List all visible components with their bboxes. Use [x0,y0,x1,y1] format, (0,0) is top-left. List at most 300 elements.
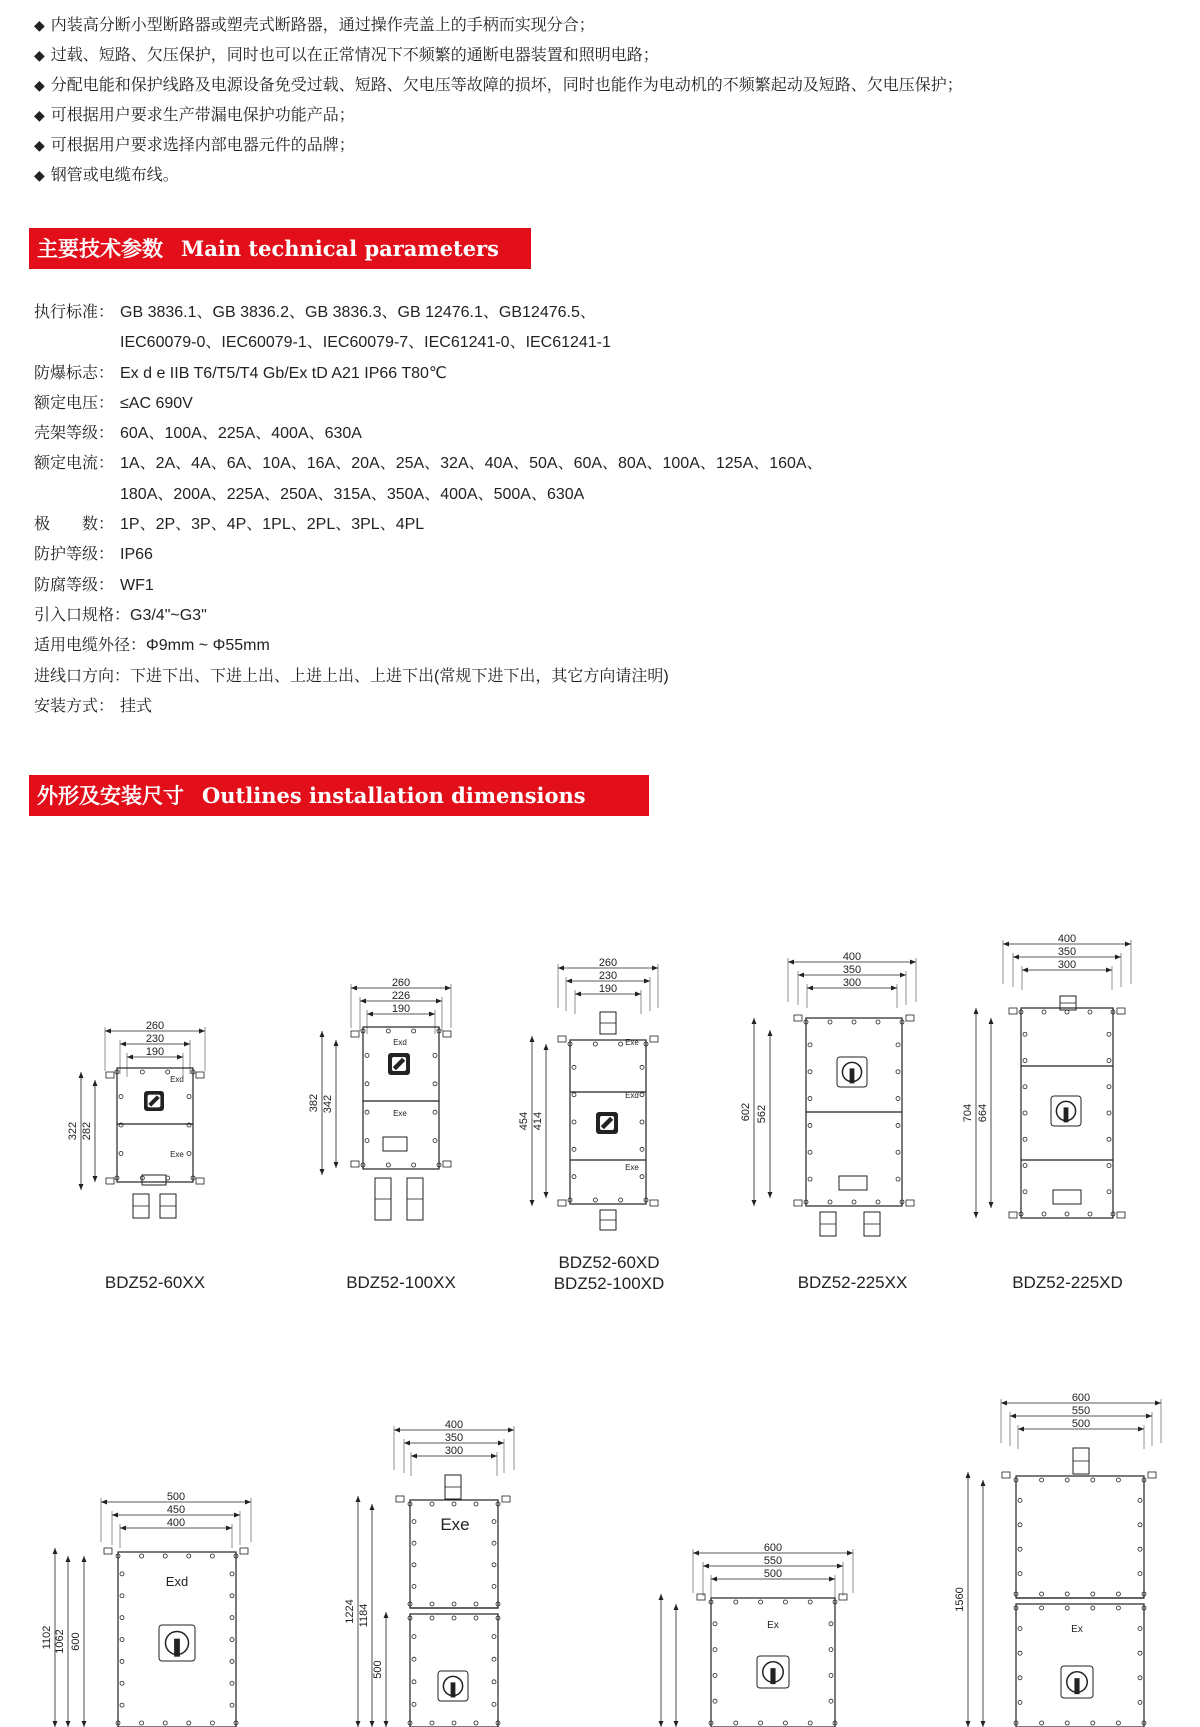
arrow-mark [530,1036,535,1042]
enclosure-label: Exd [393,1038,407,1047]
bolt-mark [828,1200,832,1204]
dimension-label: 300 [1057,959,1077,971]
handle-lever-icon [451,1682,456,1697]
arrow-mark [837,1564,843,1569]
bolt-mark [1018,1700,1022,1704]
bolt-mark [1023,1137,1027,1141]
bolt-mark [1018,1627,1022,1631]
feature-item: ◆ 过载、短路、欠压保护，同时也可以在正常情况下不频繁的通断电器装置和照明电路； [34,47,659,64]
caption-text: BDZ52-100XX [346,1273,456,1292]
diamond-bullet-icon: ◆ [34,17,45,33]
bolt-mark [120,1572,124,1576]
caption-text: BDZ52-225XD [1012,1273,1123,1292]
arrow-mark [498,1441,504,1446]
bolt-mark [593,1198,597,1202]
model-caption [775,1273,930,1293]
bolt-mark [1018,1676,1022,1680]
bolt-mark [1138,1700,1142,1704]
dimension-label: 562 [756,1104,768,1124]
param-label: 额定电压： [34,394,115,412]
dimension-label: 230 [145,1033,165,1045]
param-value: G3/4"~G3" [130,606,207,624]
bolt-mark [828,1020,832,1024]
enclosure-outline [196,1072,204,1078]
param-value: IP66 [120,546,153,564]
enclosure-outline [1148,1472,1156,1478]
handle-lever-icon [850,1068,855,1083]
bolt-mark [492,1563,496,1567]
bolt-mark [896,1123,900,1127]
arrow-mark [798,973,804,978]
arrow-mark [900,973,906,978]
bolt-mark [619,1042,623,1046]
bolt-mark [1040,1592,1044,1596]
arrow-mark [93,1176,98,1182]
bolt-mark [713,1622,717,1626]
bolt-mark [1138,1523,1142,1527]
bolt-mark [119,1095,123,1099]
bolt-mark [1138,1627,1142,1631]
bolt-mark [365,1110,369,1114]
bolt-mark [230,1616,234,1620]
bolt-mark [412,1635,416,1639]
bolt-mark [572,1175,576,1179]
bolt-mark [572,1120,576,1124]
bolt-mark [365,1082,369,1086]
bolt-mark [412,1657,416,1661]
dimension-label: 400 [166,1517,186,1529]
bolt-mark [783,1721,787,1725]
bolt-mark [829,1673,833,1677]
bolt-mark [1107,1137,1111,1141]
arrow-mark [82,1556,87,1562]
arrow-mark [53,1548,58,1554]
param-value: IEC60079-0、IEC60079-1、IEC60079-7、IEC61241-0、IEC61241-1 [120,334,611,352]
dimension-label: 190 [391,1003,411,1015]
bolt-mark [759,1721,763,1725]
bolt-mark [713,1673,717,1677]
dimension-label: 260 [145,1020,165,1032]
dimension-label: 600 [763,1542,783,1554]
arrow-mark [404,1441,410,1446]
bolt-mark [808,1043,812,1047]
param-row [34,540,823,570]
bolt-mark [452,1616,456,1620]
param-value: 1A、2A、4A、6A、10A、16A、20A、25A、32A、40A、50A、60A、80A、100A、125A、160A、 [120,455,823,473]
arrow-mark [558,966,564,971]
dimension-label: 602 [740,1102,752,1122]
param-row [34,389,823,419]
bolt-mark [492,1657,496,1661]
bolt-mark [1107,1164,1111,1168]
bolt-mark [1023,1085,1027,1089]
arrow-mark [370,1504,375,1510]
arrow-mark [351,986,357,991]
enclosure-outline [558,1200,566,1206]
bolt-mark [808,1097,812,1101]
arrow-mark [966,1721,971,1727]
bolt-mark [1018,1547,1022,1551]
arrow-mark [752,1200,757,1206]
handle-lever-icon [1074,1678,1079,1694]
bolt-mark [386,1029,390,1033]
bolt-mark [572,1147,576,1151]
param-label: 防爆标志： [34,364,115,382]
enclosure-outline [443,1161,451,1167]
dimension-label: 300 [842,977,862,989]
bolt-mark [163,1721,167,1725]
bolt-mark [452,1502,456,1506]
arrow-mark [659,1721,664,1727]
param-row [34,571,823,601]
diamond-bullet-icon: ◆ [34,137,45,153]
param-value: Φ9mm ~ Φ55mm [146,637,270,655]
param-row [34,328,823,358]
bolt-mark [365,1139,369,1143]
model-caption [990,1273,1145,1293]
arrow-mark [566,979,572,984]
arrow-mark [1146,1414,1152,1419]
bolt-mark [896,1043,900,1047]
bolt-mark [412,1563,416,1567]
param-row [34,601,823,631]
bolt-mark [433,1082,437,1086]
bolt-mark [808,1600,812,1604]
bolt-mark [1138,1676,1142,1680]
enclosure-outline [196,1178,204,1184]
arrow-mark [575,992,581,997]
arrow-mark [703,1564,709,1569]
bolt-mark [1040,1478,1044,1482]
bolt-mark [120,1594,124,1598]
caption-text: BDZ52-225XX [797,1273,908,1292]
enclosure-outline [1117,1008,1125,1014]
dimension-label: 600 [1071,1392,1091,1404]
bolt-mark [1018,1498,1022,1502]
arrow-mark [79,1184,84,1190]
bolt-mark [1018,1572,1022,1576]
dimension-label: 1184 [358,1603,370,1628]
dimension-label: 342 [322,1094,334,1114]
arrow-mark [693,1551,699,1556]
param-row [34,298,823,328]
bolt-mark [474,1616,478,1620]
enclosure-outline [1009,1008,1017,1014]
bolt-mark [1040,1721,1044,1725]
dimension-label: 500 [166,1491,186,1503]
bolt-mark [1018,1523,1022,1527]
arrow-mark [226,1526,232,1531]
arrow-mark [847,1551,853,1556]
bolt-mark [412,1541,416,1545]
arrow-mark [1138,1427,1144,1432]
bolt-mark [210,1721,214,1725]
bolt-mark [412,1520,416,1524]
bolt-mark [896,1177,900,1181]
bolt-mark [365,1053,369,1057]
enclosure-outline [1117,1212,1125,1218]
arrow-mark [1155,1401,1161,1406]
dimension-label: 400 [1057,933,1077,945]
dimension-label: 300 [444,1445,464,1457]
bolt-mark [492,1520,496,1524]
arrow-mark [120,1526,126,1531]
enclosure-outline [697,1594,705,1600]
dimension-label: 260 [598,957,618,969]
bolt-mark [474,1721,478,1725]
bolt-mark [187,1554,191,1558]
caption-text: BDZ52-60XD [558,1253,660,1272]
param-row [34,692,823,722]
param-value: 挂式 [120,697,153,715]
enclosure-outline [502,1496,510,1502]
arrow-mark [105,1029,111,1034]
enclosure-outline [104,1548,112,1554]
bolt-mark [452,1721,456,1725]
dimension-label: 550 [763,1555,783,1567]
enclosure-label: Ex [1071,1624,1083,1635]
dimension-label: 454 [518,1111,530,1131]
arrow-mark [508,1428,514,1433]
bolt-mark [140,1070,144,1074]
enclosure-label: Exe [625,1163,639,1172]
enclosure-outline [240,1548,248,1554]
bolt-mark [433,1053,437,1057]
bolt-mark [713,1648,717,1652]
arrow-mark [652,966,658,971]
enclosure-label: Exd [625,1091,639,1100]
bolt-mark [593,1042,597,1046]
bolt-mark [829,1622,833,1626]
dimension-label: 1062 [54,1629,66,1654]
arrow-mark [394,1428,400,1433]
enclosure-label: Exe [170,1150,184,1159]
param-row [34,359,823,389]
bolt-mark [492,1680,496,1684]
bolt-mark [640,1120,644,1124]
bolt-mark [852,1020,856,1024]
arrow-mark [127,1055,133,1060]
arrow-mark [356,1721,361,1727]
handle-lever-icon [770,1668,775,1684]
arrow-mark [768,1192,773,1198]
bolt-mark [140,1554,144,1558]
param-value: ≤AC 690V [120,394,193,412]
param-value: 60A、100A、225A、400A、630A [120,425,362,443]
bolt-mark [1107,1059,1111,1063]
arrow-mark [674,1721,679,1727]
bolt-mark [386,1163,390,1167]
arrow-mark [360,999,366,1004]
arrow-mark [384,1612,389,1618]
arrow-mark [199,1029,205,1034]
bolt-mark [759,1600,763,1604]
arrow-mark [245,1500,251,1505]
arrow-mark [334,1162,339,1168]
bolt-mark [430,1502,434,1506]
param-row [34,510,823,540]
bolt-mark [1107,1190,1111,1194]
dimension-label: 230 [598,970,618,982]
bolt-mark [1088,1212,1092,1216]
section-title-en: Main technical parameters [181,236,499,261]
feature-item: ◆ 分配电能和保护线路及电源设备免受过载、短路、欠电压等故障的损坏，同时也能作为电动机的不频繁起动及短路、欠电压保护； [34,77,963,94]
feature-item: ◆ 钢管或电缆布线。 [34,167,179,184]
param-row [34,480,823,510]
bolt-mark [808,1721,812,1725]
nameplate [1053,1190,1081,1204]
dimension-label: 1560 [954,1587,966,1612]
bolt-mark [896,1070,900,1074]
bolt-mark [120,1681,124,1685]
bolt-mark [640,1147,644,1151]
feature-list [34,10,963,190]
arrow-mark [367,1012,373,1017]
bolt-mark [187,1721,191,1725]
arrow-mark [974,1212,979,1218]
arrow-mark [807,986,813,991]
enclosure-outline [558,1036,566,1042]
bolt-mark [492,1702,496,1706]
bolt-mark [829,1699,833,1703]
bolt-mark [852,1200,856,1204]
arrow-mark [66,1721,71,1727]
arrow-mark [1001,1401,1007,1406]
arrow-mark [981,1721,986,1727]
handle-lever-icon [174,1639,180,1657]
arrow-mark [1022,968,1028,973]
params-list [34,298,823,722]
enclosure-outline [906,1015,914,1021]
arrow-mark [966,1472,971,1478]
bolt-mark [619,1198,623,1202]
bolt-mark [640,1065,644,1069]
enclosure-outline [794,1200,802,1206]
dimension-label: 350 [1057,946,1077,958]
bolt-mark [474,1602,478,1606]
arrow-mark [1106,968,1112,973]
param-row [34,419,823,449]
bolt-mark [1023,1164,1027,1168]
bolt-mark [492,1635,496,1639]
caption-text: BDZ52-100XD [553,1274,665,1293]
bolt-mark [713,1699,717,1703]
param-label: 进线口方向： [34,667,131,685]
model-caption [534,1252,684,1294]
section-banner-outlines [29,775,649,816]
bolt-mark [412,1584,416,1588]
bolt-mark [492,1541,496,1545]
bolt-mark [433,1139,437,1143]
arrow-mark [177,1055,183,1060]
dimension-label: 226 [391,990,411,1002]
bolt-mark [1116,1721,1120,1725]
enclosure-outline [106,1178,114,1184]
enclosure-label: Exe [440,1515,470,1534]
bolt-mark [187,1095,191,1099]
arrow-mark [320,1169,325,1175]
enclosure-outline [117,1068,193,1182]
model-caption [326,1273,476,1293]
dimension-label: 500 [372,1660,384,1679]
param-value: Ex d e IIB T6/T5/T4 Gb/Ex tD A21 IP66 T80℃ [120,364,447,382]
bolt-mark [1018,1651,1022,1655]
param-value: 下进下出、下进上出、上进上出、上进下出(常规下进下出，其它方向请注明) [130,667,669,685]
enclosure-outline [906,1200,914,1206]
param-row [34,631,823,661]
bolt-mark [783,1600,787,1604]
nameplate [383,1137,407,1151]
bolt-mark [1065,1606,1069,1610]
enclosure-label: Exe [393,1109,407,1118]
diamond-bullet-icon: ◆ [34,47,45,63]
bolt-mark [1138,1498,1142,1502]
arrow-mark [411,1454,417,1459]
bolt-mark [1091,1478,1095,1482]
arrow-mark [530,1200,535,1206]
bolt-mark [1138,1572,1142,1576]
bolt-mark [734,1721,738,1725]
arrow-mark [989,1018,994,1024]
dimension-label: 382 [308,1093,320,1113]
bolt-mark [119,1152,123,1156]
diamond-bullet-icon: ◆ [34,107,45,123]
arrow-mark [752,1018,757,1024]
bolt-mark [1107,1032,1111,1036]
enclosure-outline [794,1015,802,1021]
bolt-mark [829,1648,833,1652]
bolt-mark [808,1070,812,1074]
diamond-bullet-icon: ◆ [34,77,45,93]
bolt-mark [808,1177,812,1181]
bolt-mark [492,1584,496,1588]
bolt-mark [1091,1592,1095,1596]
bolt-mark [876,1020,880,1024]
enclosure-outline [351,1161,359,1167]
param-label: 壳架等级： [34,425,115,443]
param-label: 引入口规格： [34,606,131,624]
param-label: 执行标准： [34,304,115,321]
arrow-mark [53,1721,58,1727]
enclosure-outline [363,1027,439,1169]
arrow-mark [768,1030,773,1036]
bolt-mark [412,1680,416,1684]
caption-text: BDZ52-60XX [104,1273,206,1292]
param-label: 额定电流： [34,455,115,473]
bolt-mark [120,1659,124,1663]
bolt-mark [734,1600,738,1604]
arrow-mark [1125,942,1131,947]
handle-lever-icon [1064,1107,1069,1122]
bolt-mark [412,1163,416,1167]
bolt-mark [166,1070,170,1074]
dimension-label: 350 [444,1432,464,1444]
bolt-mark [896,1097,900,1101]
dimension-label: 664 [977,1103,989,1123]
section-banner-params [29,228,531,269]
bolt-mark [120,1703,124,1707]
arrow-mark [101,1500,107,1505]
enclosure-label: Ex [767,1620,779,1631]
enclosure-label: Exd [170,1075,184,1084]
enclosure-outline [106,1072,114,1078]
bolt-mark [230,1572,234,1576]
bolt-mark [1065,1212,1069,1216]
bolt-mark [230,1703,234,1707]
arrow-mark [544,1192,549,1198]
arrow-mark [491,1454,497,1459]
bolt-mark [230,1681,234,1685]
